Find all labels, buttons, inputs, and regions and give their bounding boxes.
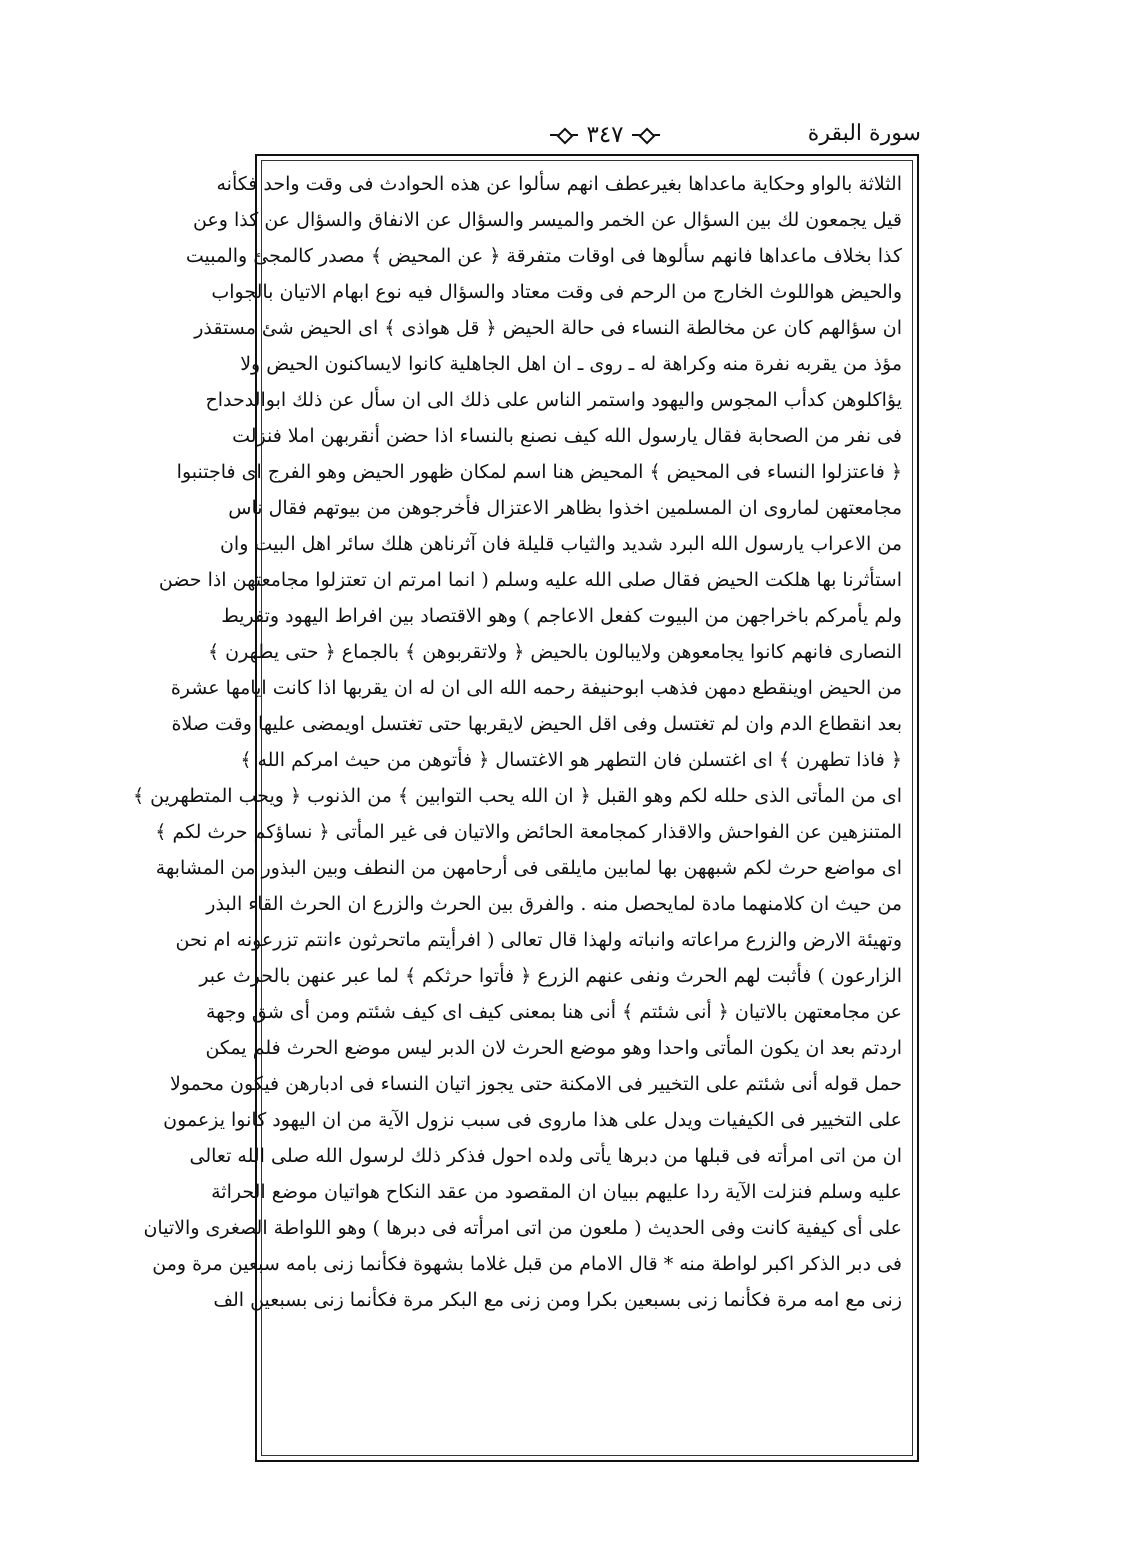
text-line: ولم يأمركم باخراجهن من البيوت كفعل الاعاجم ) وهو الاقتصاد بين افراط اليهود وتفريط: [221, 605, 902, 627]
text-line: وتهيئة الارض والزرع مراعاته وانباته ولهذا قال تعالى ( افرأيتم ماتحرثون ءانتم تزرعونه ام نحن: [175, 929, 902, 951]
text-line: فى نفر من الصحابة فقال يارسول الله كيف نصنع بالنساء اذا حضن أنقربهن املا فنزلت: [232, 425, 902, 447]
text-line: فى دبر الذكر اكبر لواطة منه * قال الامام من قبل غلاما بشهوة فكأنما زنى بامه سبعين مرة ومن: [152, 1253, 902, 1275]
text-line: اردتم بعد ان يكون المأتى واحدا وهو موضع الحرث لان الدبر ليس موضع الحرث فلم يمكن: [205, 1037, 902, 1059]
page-header: [255, 118, 921, 154]
text-line: ﴿ فاعتزلوا النساء فى المحيض ﴾ المحيض هنا اسم لمكان ظهور الحيض وهو الفرج اى فاجتنبوا: [176, 461, 902, 483]
body-text: [133, 166, 902, 1452]
text-line: من الحيض اوينقطع دمهن فذهب ابوحنيفة رحمه الله الى ان له ان يقربها اذا كانت ايامها عشرة: [170, 677, 902, 699]
text-line: مؤذ من يقربه نفرة منه وكراهة له ـ روى ـ ان اهل الجاهلية كانوا لايساكنون الحيض ولا: [240, 353, 902, 375]
page-number-group: [530, 120, 680, 150]
text-line: على أى كيفية كانت وفى الحديث ( ملعون من اتى امرأته فى دبرها ) وهو اللواطة الصغرى والاتيان: [143, 1217, 902, 1239]
text-line: بعد انقطاع الدم وان لم تغتسل وفى اقل الحيض لايقربها حتى تغتسل اويمضى عليها وقت صلاة: [171, 713, 902, 735]
text-frame: [133, 154, 919, 1462]
text-line: من الاعراب يارسول الله البرد شديد والثياب قليلة فان آثرناهن هلك سائر اهل البيت وان: [219, 533, 902, 555]
ornament-right-icon: [632, 130, 660, 140]
text-line: مجامعتهن لماروى ان المسلمين اخذوا بظاهر الاعتزال فأخرجوهن من بيوتهم فقال ناس: [228, 497, 902, 519]
text-line: قيل يجمعون لك بين السؤال عن الخمر والميسر والسؤال عن الانفاق والسؤال عن كذا وعن: [192, 209, 902, 231]
text-line: النصارى فانهم كانوا يجامعوهن ولايبالون بالحيض ﴿ ولاتقربوهن ﴾ بالجماع ﴿ حتى يطهرن ﴾: [207, 641, 902, 663]
text-line: اى من المأتى الذى حلله لكم وهو القبل ﴿ ان الله يحب التوابين ﴾ من الذنوب ﴿ ويحب المتطهرين ﴾: [133, 785, 902, 807]
text-line: اى مواضع حرث لكم شبههن بها لمابين مايلقى فى أرحامهن من النطف وبين البذور من المشابهة: [155, 857, 902, 879]
text-line: كذا بخلاف ماعداها فانهم سألوها فى اوقات متفرقة ﴿ عن المحيض ﴾ مصدر كالمجئ والمبيت: [185, 245, 902, 267]
text-line: ﴿ فاذا تطهرن ﴾ اى اغتسلن فان التطهر هو الاغتسال ﴿ فأتوهن من حيث امركم الله ﴾: [240, 749, 902, 771]
text-line: من حيث ان كلامنهما مادة لمايحصل منه . والفرق بين الحرث والزرع ان الحرث القاء البذر: [206, 893, 902, 915]
text-line: الزارعون ) فأثبت لهم الحرث ونفى عنهم الزرع ﴿ فأتوا حرثكم ﴾ لما عبر عنهن بالحرث عبر: [199, 965, 902, 987]
text-line: ان من اتى امرأته فى قبلها من دبرها يأتى ولده احول فذكر ذلك لرسول الله صلى الله تعالى: [189, 1145, 902, 1167]
text-line: المتنزهين عن الفواحش والاقذار كمجامعة الحائض والاتيان فى غير المأتى ﴿ نساؤكم حرث لكم ﴾: [155, 821, 902, 843]
text-line: والحيض هواللوث الخارج من الرحم فى وقت معتاد والسؤال فيه نوع ابهام الاتيان بالجواب: [211, 281, 902, 303]
page-number: ٣٤٧: [586, 122, 624, 148]
text-line: يؤاكلوهن كدأب المجوس واليهود واستمر الناس على ذلك الى ان سأل عن ذلك ابوالدحداح: [205, 389, 902, 411]
text-line: استأثرنا بها هلكت الحيض فقال صلى الله عليه وسلم ( انما امرتم ان تعتزلوا مجامعتهن اذا حضن: [158, 569, 902, 591]
text-line: حمل قوله أنى شئتم على التخيير فى الامكنة حتى يجوز اتيان النساء فى ادبارهن فيكون محمولا: [169, 1073, 902, 1095]
text-line: عن مجامعتهن بالاتيان ﴿ أنى شئتم ﴾ أنى هنا بمعنى كيف اى كيف شئتم ومن أى شق وجهة: [205, 1001, 902, 1023]
text-line: الثلاثة بالواو وحكاية ماعداها بغيرعطف انهم سألوا عن هذه الحوادث فى وقت واحد فكأنه: [216, 173, 902, 195]
surah-title: سورة البقرة: [807, 121, 921, 146]
text-line: ان سؤالهم كان عن مخالطة النساء فى حالة الحيض ﴿ قل هواذى ﴾ اى الحيض شئ مستقذر: [194, 317, 902, 339]
ornament-left-icon: [550, 130, 578, 140]
text-line: على التخيير فى الكيفيات ويدل على هذا ماروى فى سبب نزول الآية من ان اليهود كانوا يزعمون: [163, 1109, 902, 1131]
text-line: عليه وسلم فنزلت الآية ردا عليهم ببيان ان المقصود من عقد النكاح هواتيان موضع الحراثة: [211, 1181, 902, 1203]
text-line: زنى مع امه مرة فكأنما زنى بسبعين بكرا ومن زنى مع البكر مرة فكأنما زنى بسبعين الف: [213, 1289, 902, 1311]
